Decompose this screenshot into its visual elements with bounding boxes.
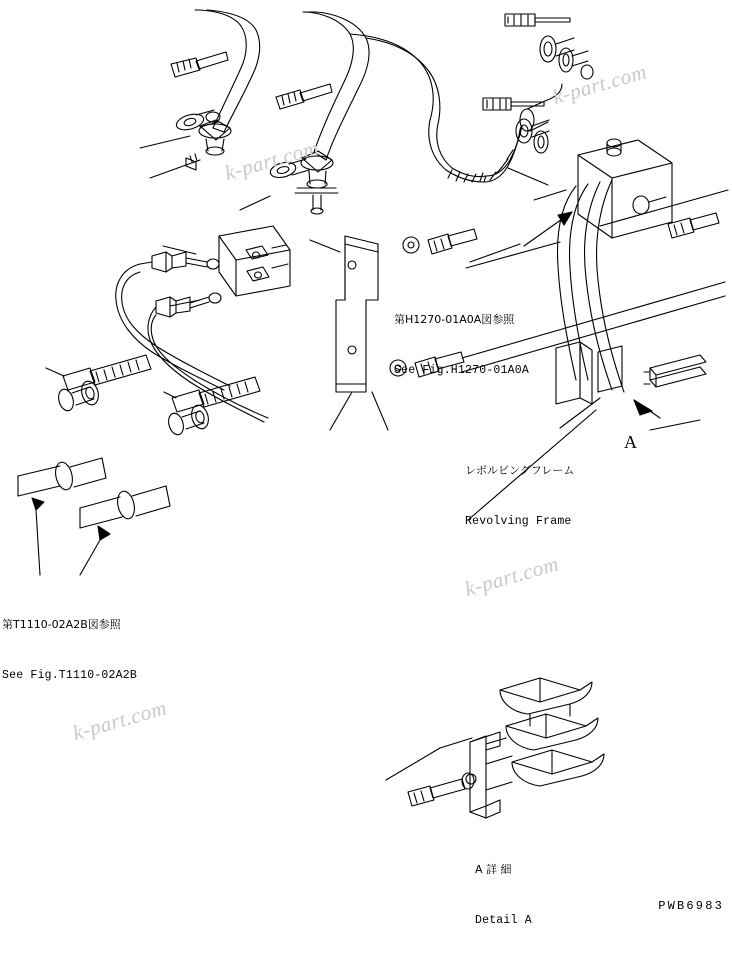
sheet-number: PWB6983 — [658, 899, 724, 913]
fig-reference-t1110 — [2, 581, 137, 721]
revolving-frame-label-jp: レボルビングフレーム — [465, 463, 575, 477]
fig-reference-t1110-jp: 第T1110-02A2B図参照 — [2, 617, 121, 631]
detail-a-label-en: Detail A — [475, 914, 532, 928]
watermark: k-part.com — [550, 59, 650, 110]
fig-reference-t1110-en: See Fig.T1110-02A2B — [2, 669, 137, 683]
watermark: k-part.com — [222, 135, 322, 186]
fig-reference-h1270-jp: 第H1270-01A0A図参照 — [394, 312, 515, 326]
fig-reference-h1270 — [394, 276, 529, 416]
watermark: k-part.com — [70, 695, 170, 746]
detail-a-label — [475, 826, 532, 966]
revolving-frame-label — [465, 427, 574, 567]
watermark: k-part.com — [462, 551, 562, 602]
fig-reference-h1270-en: See Fig.H1270-01A0A — [394, 364, 529, 378]
revolving-frame-label-en: Revolving Frame — [465, 515, 572, 529]
section-marker-a: A — [624, 432, 637, 452]
detail-a-label-jp: A 詳 細 — [475, 862, 512, 876]
